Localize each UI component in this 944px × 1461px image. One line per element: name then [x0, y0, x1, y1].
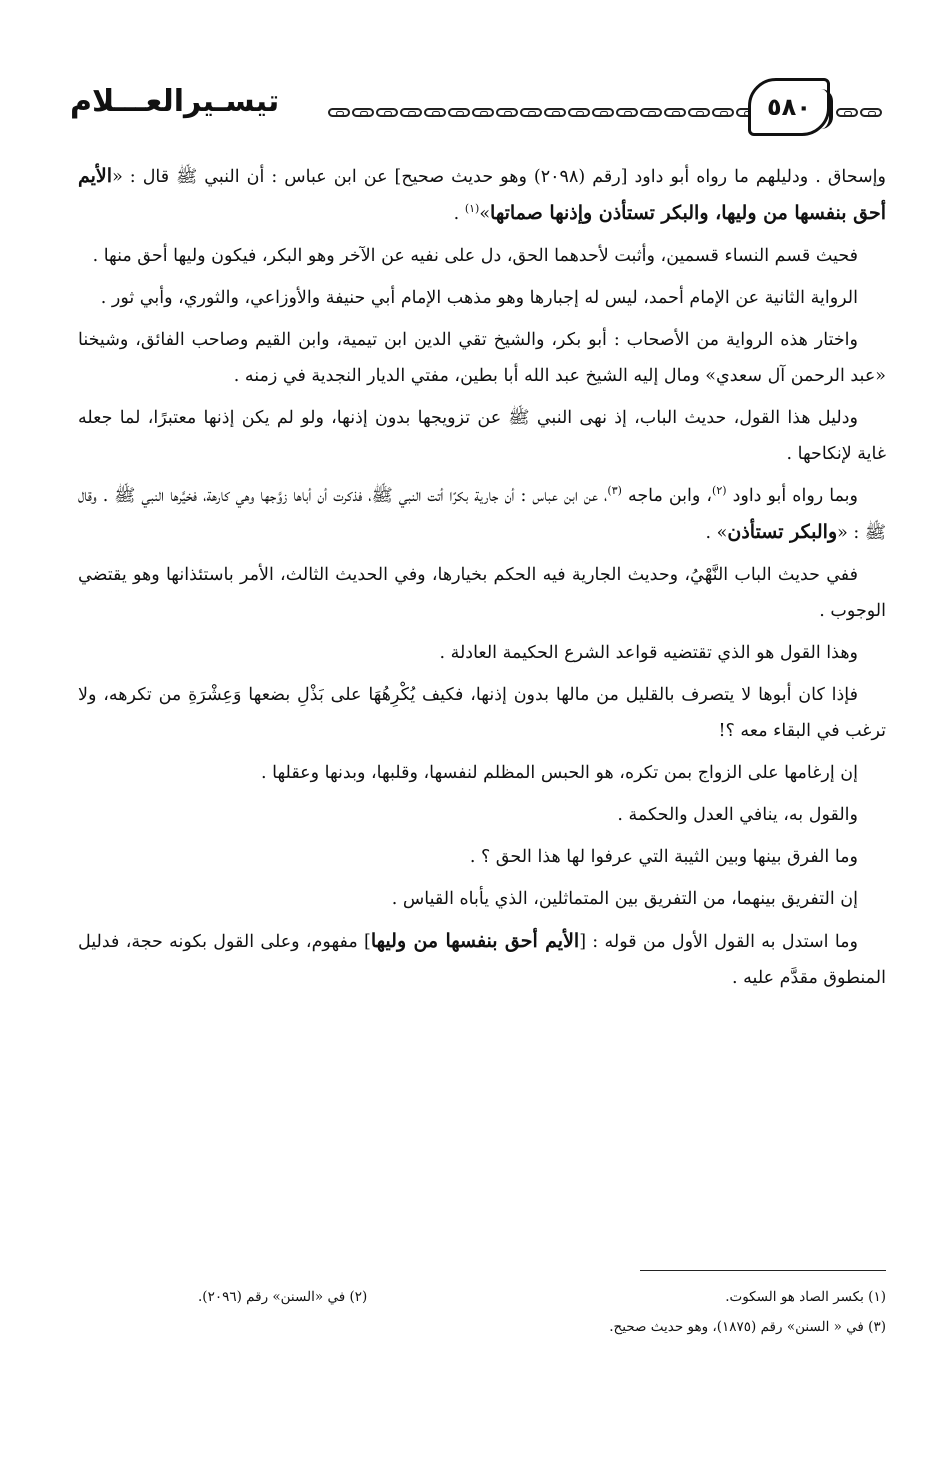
text-run: » . — [705, 523, 728, 543]
text-run: ، وابن ماجه — [621, 486, 713, 506]
ornament-link — [640, 108, 662, 117]
footnote-row — [78, 1282, 886, 1312]
main-text — [78, 158, 886, 1002]
ornament-link — [568, 108, 590, 117]
paragraph — [78, 158, 886, 232]
text-run: » — [479, 204, 491, 224]
footnote-marker: (١) — [464, 202, 480, 216]
text-run: ودليل هذا القول، حديث الباب، إذ نهى النبي ﷺ عن تزويجها بدون إذنها، ولو لم يكن إذنها معتبرًا، لما جعله غاية لإنكاحها . — [78, 408, 886, 464]
ornament-link — [376, 108, 398, 117]
ornament-link — [520, 108, 542, 117]
paragraph — [78, 557, 886, 629]
ornament-link — [328, 108, 350, 117]
ornament-border-right — [836, 108, 886, 120]
ornament-link — [616, 108, 638, 117]
text-run: وما استدل به القول الأول من قوله : [ — [579, 932, 858, 952]
footnotes — [78, 1282, 886, 1342]
ornament-link — [472, 108, 494, 117]
text-run: وهذا القول هو الذي تقتضيه قواعد الشرع الحكيمة العادلة . — [439, 643, 858, 663]
footnote-1: (١) بكسر الصاد هو السكوت. — [725, 1289, 886, 1305]
ornament-link — [448, 108, 470, 117]
text-run: فحيث قسم النساء قسمين، وأثبت لأحدهما الحق، دل على نفيه عن الآخر وهو البكر، فيكون وليها أحق منها . — [92, 246, 858, 266]
text-run: الرواية الثانية عن الإمام أحمد، ليس له إجبارها وهو مذهب الإمام أبي حنيفة والأوزاعي، والثوري، وأبي ثور . — [100, 288, 858, 308]
text-run: والقول به، ينافي العدل والحكمة . — [617, 805, 858, 825]
text-run: ، عن ابن عباس : أن جارية بكرًا أتت النبي ﷺ، فذكرت أن أباها زوَّجها وهي كارهة، فخيَّرها النبي ﷺ . وقال ﷺ : « — [78, 486, 886, 543]
page-number: ٥٨٠ — [767, 93, 811, 121]
page-header — [70, 78, 890, 140]
hadith-quote: والبكر تستأذن — [727, 521, 838, 543]
paragraph — [78, 797, 886, 833]
ornament-link — [860, 108, 882, 117]
footnote-marker: (٣) — [607, 484, 622, 498]
text-run: وإسحاق . ودليلهم ما رواه أبو داود [رقم (٢٠٩٨) وهو حديث صحيح] عن ابن عباس : أن النبي ﷺ قال : « — [112, 167, 886, 187]
ornament-link — [352, 108, 374, 117]
text-run: فإذا كان أبوها لا يتصرف بالقليل من مالها بدون إذنها، فكيف يُكْرِهُهَا على بَذْلِ بضعها وَعِشْرَةِ من تكرهه، ولا ترغب في البقاء معه ؟! — [78, 685, 886, 741]
paragraph — [78, 923, 886, 996]
ornament-border — [328, 108, 788, 120]
hadith-quote: الأيم أحق بنفسها من وليها — [370, 930, 580, 952]
text-run: واختار هذه الرواية من الأصحاب : أبو بكر، والشيخ تقي الدين ابن تيمية، وابن القيم وصاحب الفائق، وشيخنا «عبد الرحمن آل سعدي» ومال إليه الشيخ عبد الله أبا بطين، مفتي الديار النجدية في زمنه . — [78, 330, 886, 386]
text-run: ] مفهوم، وعلى القول بكونه حجة، فدليل المنطوق مقدَّم عليه . — [78, 932, 886, 988]
page-number-badge — [748, 78, 830, 136]
paragraph — [78, 881, 886, 917]
paragraph — [78, 755, 886, 791]
ornament-link — [688, 108, 710, 117]
text-run: إن التفريق بينهما، من التفريق بين المتماثلين، الذي يأباه القياس . — [391, 889, 858, 909]
ornament-link — [496, 108, 518, 117]
hadith-quote: الأيم أحق بنفسها من وليها، والبكر تستأذن وإذنها صماتها — [78, 165, 886, 224]
paragraph — [78, 280, 886, 316]
paragraph — [78, 238, 886, 274]
ornament-link — [424, 108, 446, 117]
paragraph — [78, 839, 886, 875]
text-run: إن إرغامها على الزواج بمن تكره، هو الحبس المظلم لنفسها، وقلبها، وبدنها وعقلها . — [261, 763, 858, 783]
ornament-link — [664, 108, 686, 117]
footnote-3: (٣) في « السنن» رقم (١٨٧٥)، وهو حديث صحيح. — [609, 1319, 886, 1335]
paragraph — [78, 400, 886, 472]
text-run: وبما رواه أبو داود — [726, 486, 859, 506]
paragraph — [78, 478, 886, 551]
ornament-link — [712, 108, 734, 117]
ornament-link — [836, 108, 858, 117]
footnote-divider — [640, 1270, 886, 1271]
paragraph — [78, 635, 886, 671]
paragraph — [78, 677, 886, 749]
ornament-link — [544, 108, 566, 117]
footnote-2: (٢) في «السنن» رقم (٢٠٩٦). — [198, 1289, 368, 1305]
text-run: وما الفرق بينها وبين الثيبة التي عرفوا لها هذا الحق ؟ . — [469, 847, 858, 867]
ornament-link — [592, 108, 614, 117]
text-run: ففي حديث الباب النَّهْيُ، وحديث الجارية فيه الحكم بخيارها، وفي الحديث الثالث، الأمر باستئذانها وهو يقتضي الوجوب . — [78, 565, 886, 621]
text-run: . — [453, 204, 465, 224]
paragraph — [78, 322, 886, 394]
running-title: تيسـيرالعـــلام — [70, 84, 280, 119]
ornament-link — [400, 108, 422, 117]
footnote-row — [78, 1312, 886, 1342]
footnote-marker: (٢) — [712, 484, 727, 498]
